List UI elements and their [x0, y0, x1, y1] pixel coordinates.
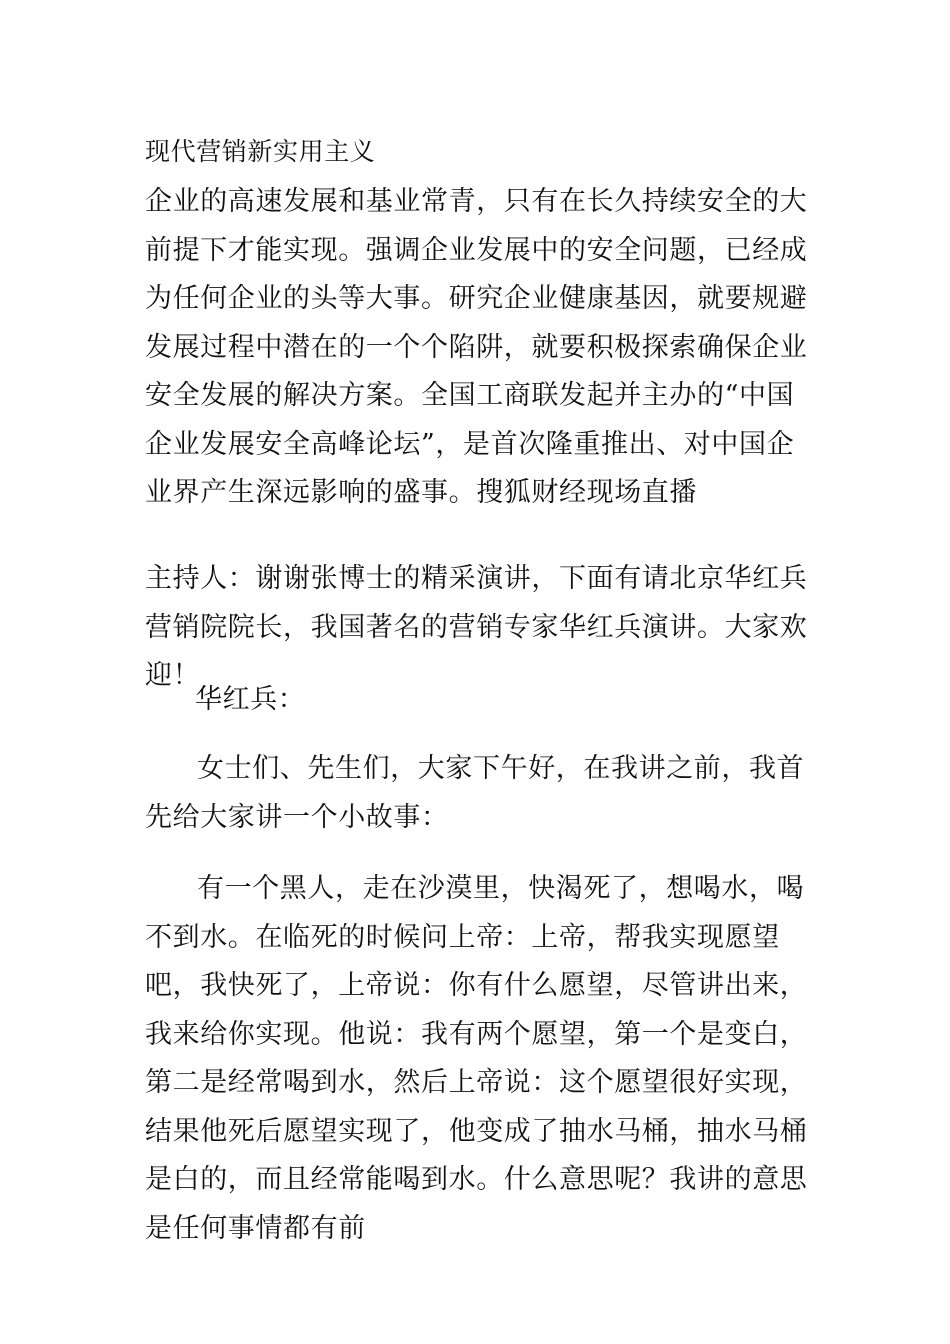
host-paragraph: 主持人：谢谢张博士的精采演讲，下面有请北京华红兵营销院院长，我国著名的营销专家华红兵演讲。大家欢迎！: [145, 563, 808, 691]
document-title: 现代营销新实用主义: [145, 137, 376, 166]
intro-paragraph: 企业的高速发展和基业常青，只有在长久持续安全的大前提下才能实现。强调企业发展中的安全问题，已经成为任何企业的头等大事。研究企业健康基因，就要规避发展过程中潜在的一个个陷阱，就要积极探索确保企业安全发展的解决方案。全国工商联发起并主办的“中国企业发展安全高峰论坛”，是首次隆重推出、对中国企业界产生深远影响的盛事。搜狐财经现场直播: [145, 186, 808, 508]
speaker-label: 华红兵：: [195, 684, 306, 715]
story-paragraph: 有一个黑人，走在沙漠里，快渴死了，想喝水，喝不到水。在临死的时候问上帝：上帝，帮我实现愿望吧，我快死了，上帝说：你有什么愿望，尽管讲出来，我来给你实现。他说：我有两个愿望，第一个是变白，第二是经常喝到水，然后上帝说：这个愿望很好实现，结果他死后愿望实现了，他变成了抽水马桶，抽水马桶是白的，而且经常能喝到水。什么意思呢？我讲的意思是任何事情都有前: [145, 873, 808, 1244]
greeting-paragraph: 女士们、先生们，大家下午好，在我讲之前，我首先给大家讲一个小故事：: [145, 753, 805, 833]
